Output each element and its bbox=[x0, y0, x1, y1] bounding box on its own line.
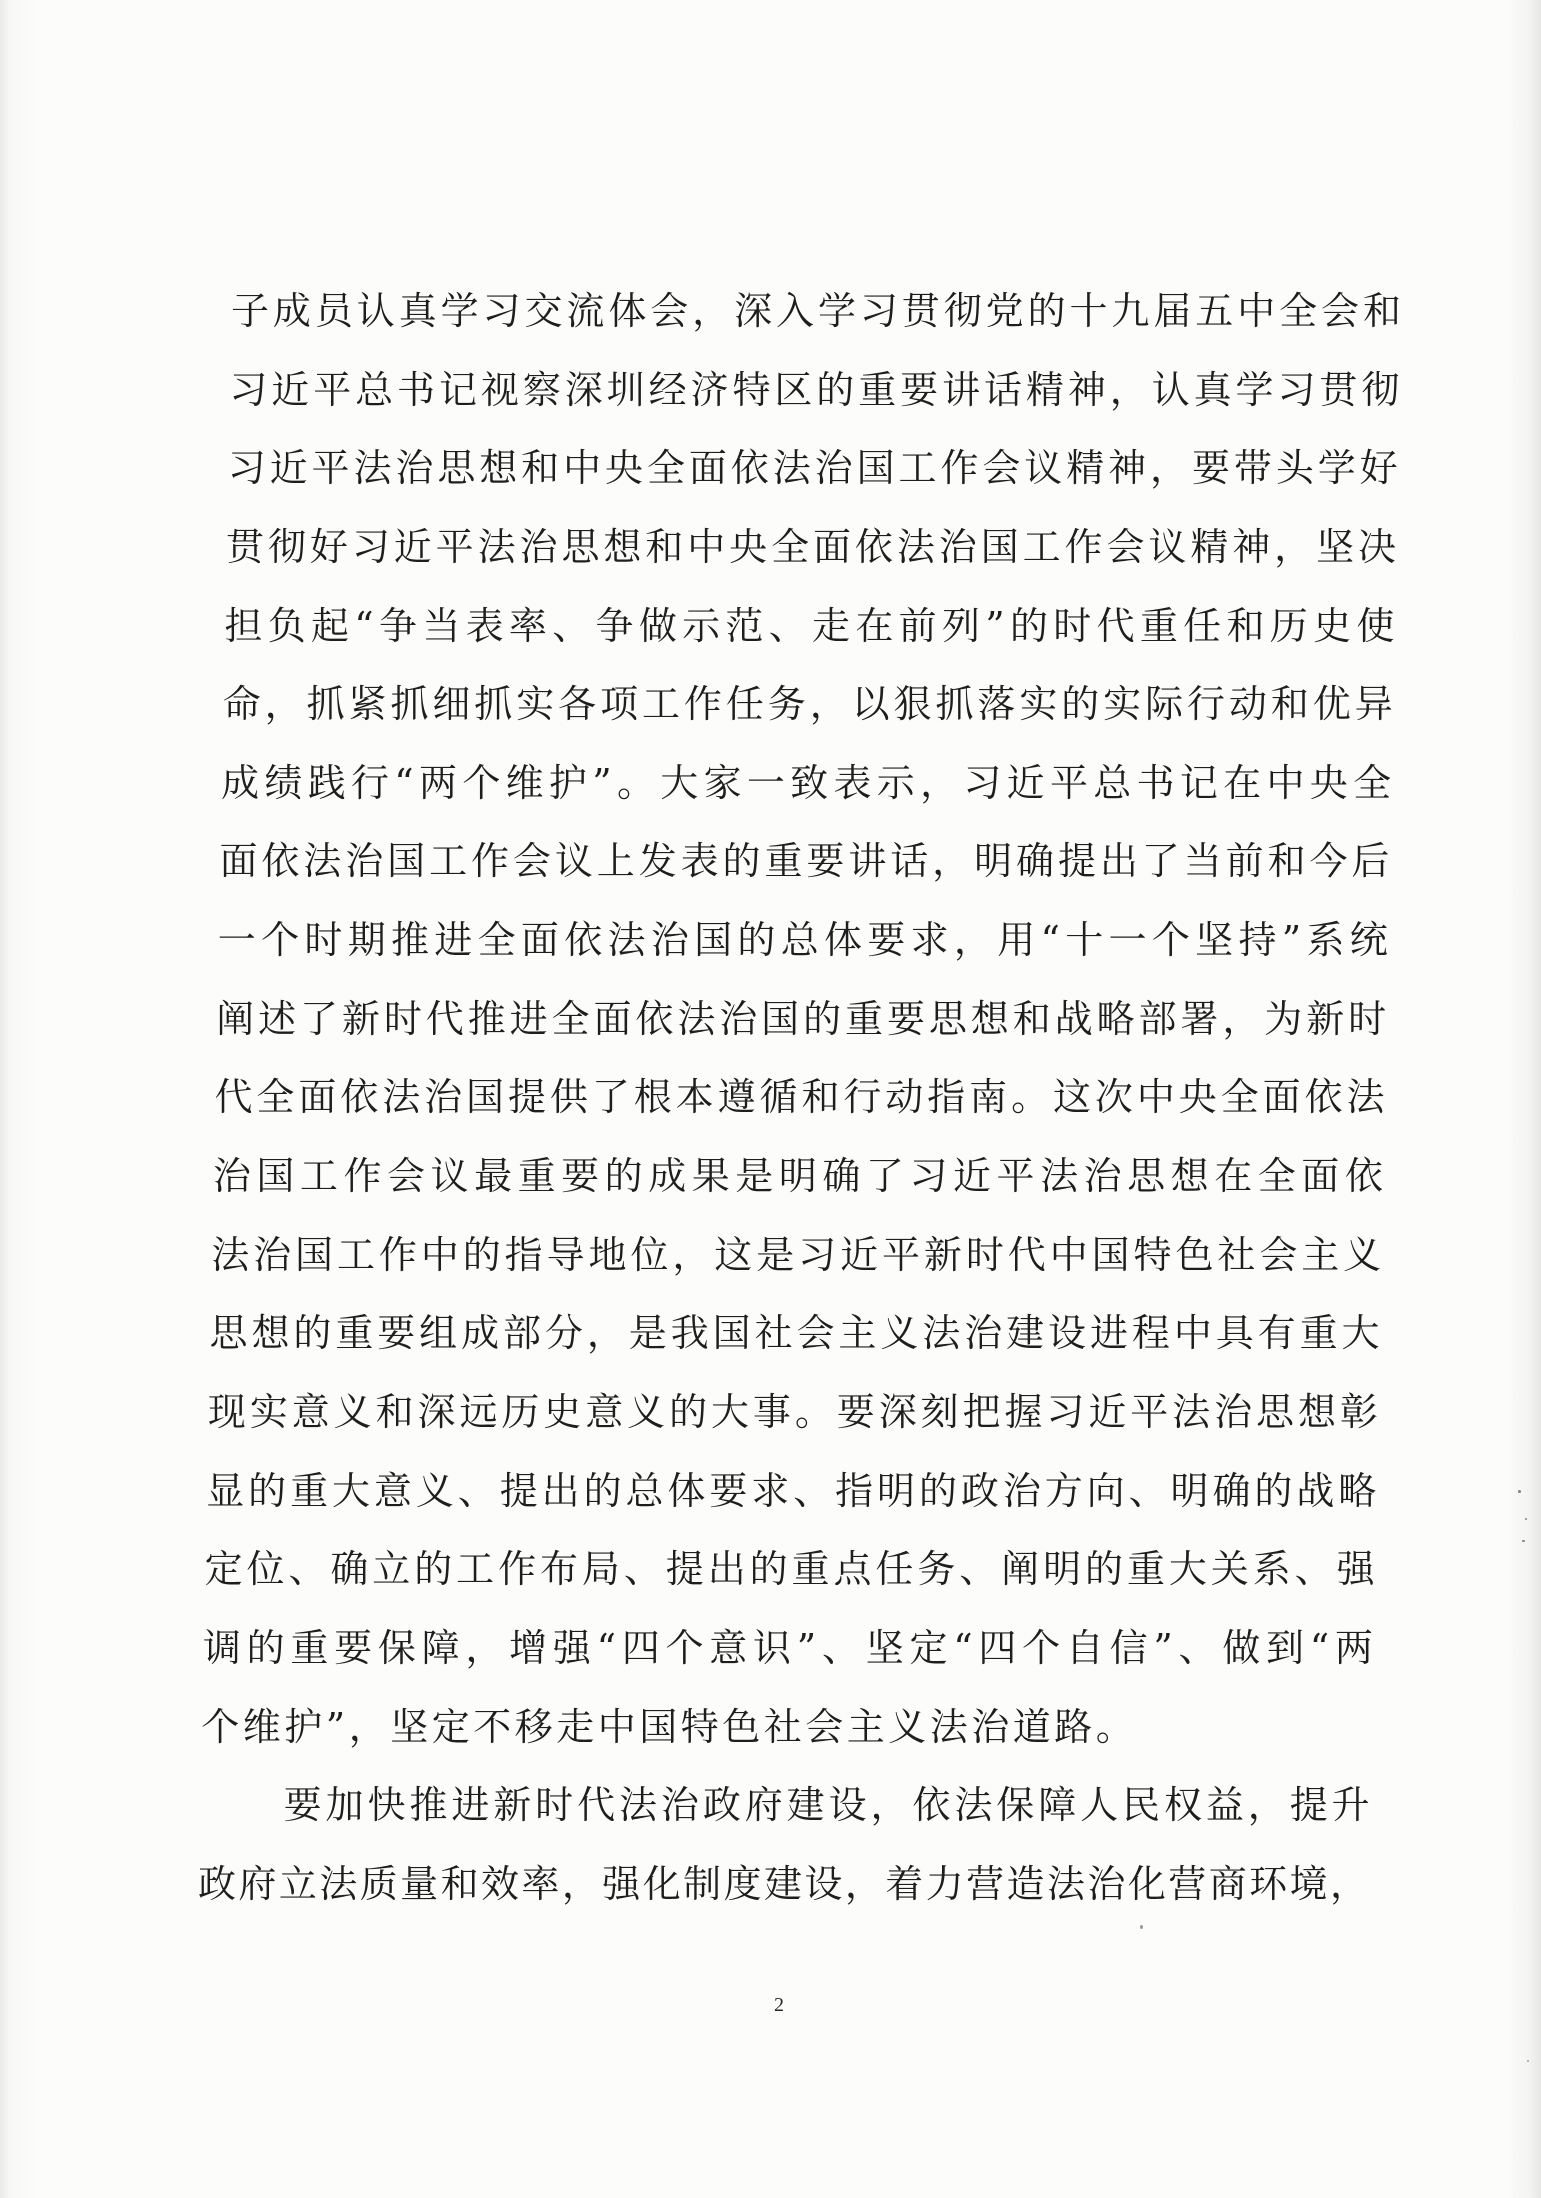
page-number: 2 bbox=[774, 1994, 784, 2016]
scan-speck bbox=[1522, 1540, 1525, 1542]
text-line: 习近平总书记视察深圳经济特区的重要讲话精神，认真学习贯彻 bbox=[229, 367, 1400, 412]
text-line: 代全面依法治国提供了根本遵循和行动指南。这次中央全面依法 bbox=[214, 1075, 1385, 1120]
text-line-indented: 要加快推进新时代法治政府建设，依法保障人民权益，提升 bbox=[283, 1783, 1370, 1828]
text-line: 命，抓紧抓细抓实各项工作任务，以狠抓落实的实际行动和优异 bbox=[222, 682, 1393, 727]
scan-speck bbox=[1140, 1925, 1143, 1929]
text-line: 担负起“争当表率、争做示范、走在前列”的时代重任和历史使 bbox=[224, 603, 1395, 648]
text-line: 贯彻好习近平法治思想和中央全面依法治国工作会议精神，坚决 bbox=[226, 524, 1397, 569]
text-line: 法治国工作中的指导地位，这是习近平新时代中国特色社会主义 bbox=[211, 1232, 1382, 1277]
text-line: 一个时期推进全面依法治国的总体要求，用“十一个坚持”系统 bbox=[217, 918, 1388, 963]
scan-speck bbox=[1518, 1490, 1521, 1493]
text-line: 习近平法治思想和中央全面依法治国工作会议精神，要带头学好 bbox=[227, 446, 1398, 491]
paragraph bbox=[0, 272, 1541, 1766]
text-line: 治国工作会议最重要的成果是明确了习近平法治思想在全面依 bbox=[212, 1154, 1383, 1199]
text-line: 现实意义和深远历史意义的大事。要深刻把握习近平法治思想彰 bbox=[207, 1389, 1378, 1434]
scan-speck bbox=[1527, 2060, 1529, 2062]
text-line: 调的重要保障，增强“四个意识”、坚定“四个自信”、做到“两 bbox=[202, 1625, 1373, 1670]
body-text bbox=[0, 272, 1541, 1923]
text-line-paragraph-end: 个维护”，坚定不移走中国特色社会主义法治道路。 bbox=[201, 1704, 1138, 1749]
paragraph bbox=[0, 1766, 1541, 1923]
text-line: 定位、确立的工作布局、提出的重点任务、阐明的重大关系、强 bbox=[204, 1547, 1375, 1592]
text-line: 阐述了新时代推进全面依法治国的重要思想和战略部署，为新时 bbox=[216, 996, 1387, 1041]
text-line: 面依法治国工作会议上发表的重要讲话，明确提出了当前和今后 bbox=[219, 839, 1390, 884]
text-line: 成绩践行“两个维护”。大家一致表示，习近平总书记在中央全 bbox=[221, 760, 1392, 805]
scan-speck bbox=[1525, 1518, 1527, 1520]
text-line: 政府立法质量和效率，强化制度建设，着力营造法治化营商环境， bbox=[198, 1861, 1368, 1906]
text-line: 显的重大意义、提出的总体要求、指明的政治方向、明确的战略 bbox=[206, 1468, 1377, 1513]
text-line: 思想的重要组成部分，是我国社会主义法治建设进程中具有重大 bbox=[209, 1311, 1380, 1356]
text-line: 子成员认真学习交流体会，深入学习贯彻党的十九届五中全会和 bbox=[231, 289, 1401, 333]
